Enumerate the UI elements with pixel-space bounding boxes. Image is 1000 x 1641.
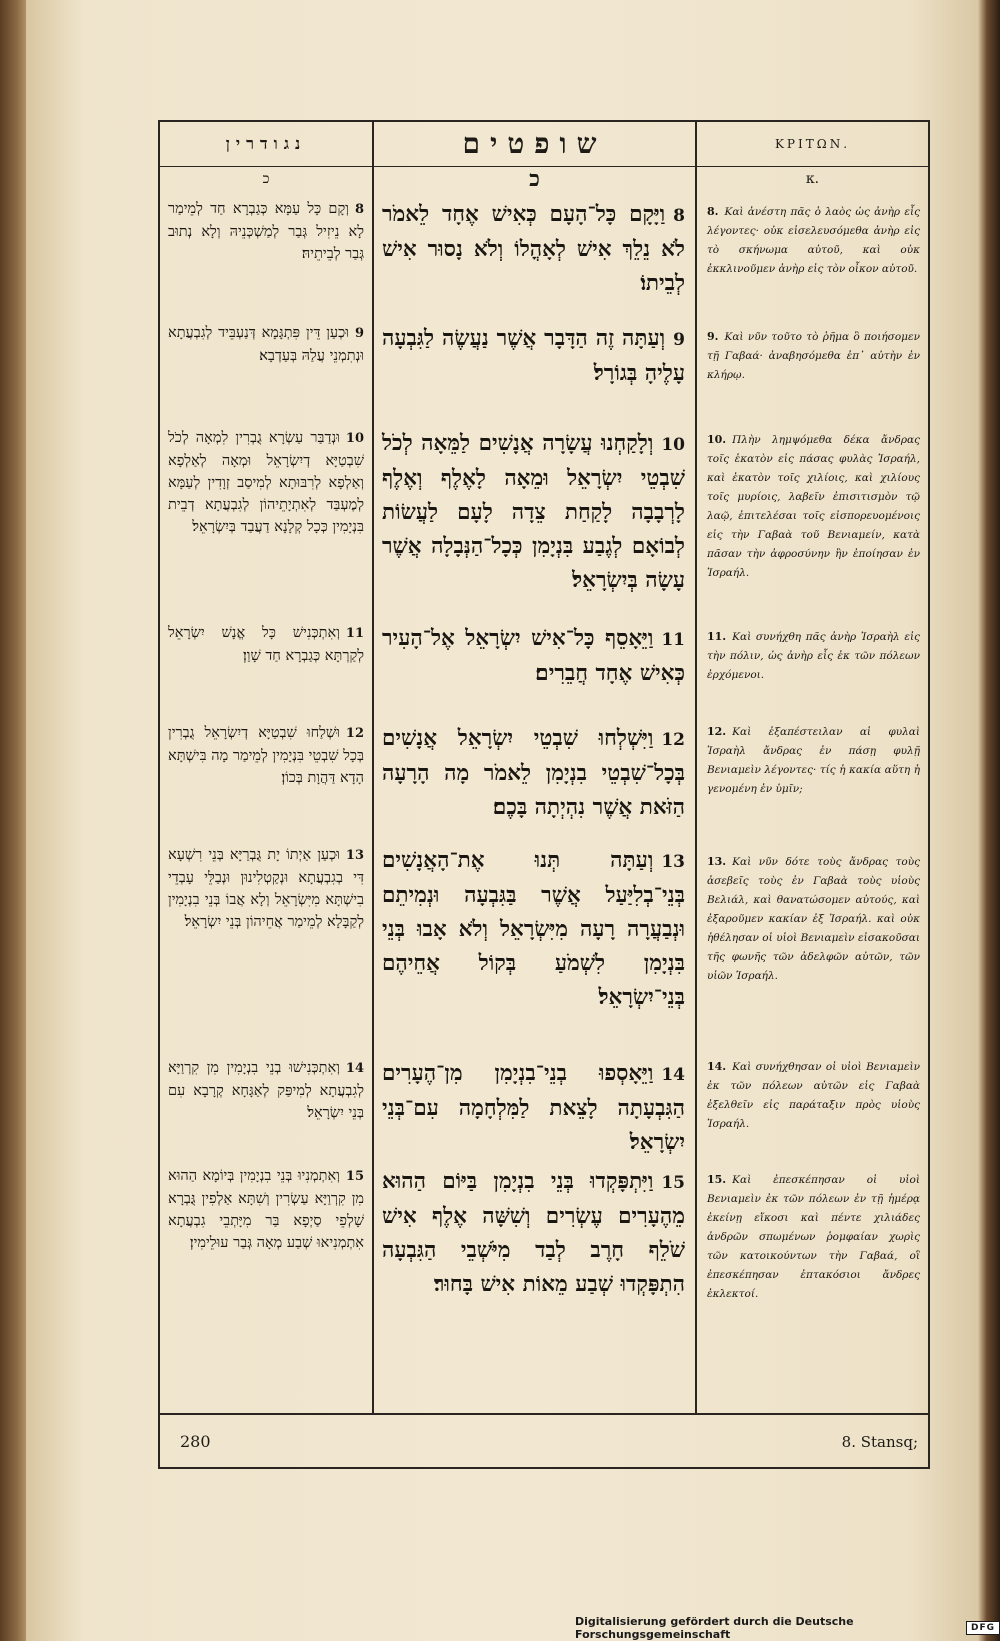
- greek-verse: [707, 202, 920, 279]
- verse-number: 12: [661, 730, 685, 750]
- verse-text: וַיִּשְׁלְחוּ שִׁבְטֵי יִשְׂרָאֵל אֲנָשִׁים בְּכָל־שִׁבְטֵי בִנְיָמִן לֵאמֹר מָה הָרָעָה הַזֹּאת אֲשֶׁר נִהְיְתָה בָּכֶם׃: [382, 726, 685, 820]
- targum-verse: [168, 722, 364, 789]
- verse-number: 9: [673, 330, 685, 350]
- greek-verse: [707, 1057, 920, 1134]
- greek-verse: [707, 722, 920, 799]
- verse-number: 11.: [707, 630, 727, 643]
- greek-verse: [707, 1170, 920, 1304]
- verse-text: Πλὴν λημψόμεθα δέκα ἄνδρας τοῖς ἑκατὸν εἰς πάσας φυλὰς Ἰσραήλ, καὶ ἑκατὸν τοῖς χιλίοις, καὶ χιλίους τοῖς μυρίοις, λαβεῖν ἐπισιτισμὸν τῷ λαῷ, ἐπιτελέσαι τοῖς εἰσπορευομένοις εἰς τὴν Γαβαὰ τοῦ Βενιαμείν, κατὰ πᾶσαν τὴν ἀφροσύνην ἣν ἐποίησαν ἐν Ἰσραήλ.: [707, 434, 920, 579]
- verse-text: Καὶ ἀνέστη πᾶς ὁ λαὸς ὡς ἀνὴρ εἷς λέγοντες· οὐκ εἰσελευσόμεθα ἀνὴρ εἰς τὸ σκήνωμα αὐτοῦ, καὶ οὐκ ἐκκλινοῦμεν ἀνὴρ εἰς τὸν οἶκον αὐτοῦ.: [707, 206, 920, 275]
- greek-chapter-number: κ.: [805, 171, 820, 187]
- verse-number: 13: [661, 852, 685, 872]
- verse-number: 15: [661, 1173, 685, 1193]
- verse-text: Καὶ συνήχθη πᾶς ἀνὴρ Ἰσραὴλ εἰς τὴν πόλιν, ὡς ἀνὴρ εἷς ἐκ τῶν πόλεων ἐρχόμενοι.: [707, 631, 920, 681]
- book-binding-right: [978, 0, 1000, 1641]
- hebrew-verse: [382, 322, 685, 391]
- hebrew-verse: [382, 198, 685, 301]
- targum-verse: [168, 1165, 364, 1254]
- verse-number: 8.: [707, 205, 719, 218]
- verse-text: וַיֵּאָסְפוּ בְנֵי־בִנְיָמִן מִן־הֶעָרִים הַגִּבְעָתָה לָצֵאת לַמִּלְחָמָה עִם־בְּנֵי יִשְׂרָאֵל׃: [382, 1061, 685, 1155]
- verse-number: 11: [661, 630, 685, 650]
- verse-text: וְאִתְכְּנִישׁוּ בְנֵי בִנְיָמִין מִן קִרְוַיָּא לְגִבְעֲתָא לְמִיפַּק לְאַגָּחָא קְרָבָא עִם בְּנֵי יִשְׂרָאֵל׃: [168, 1060, 364, 1121]
- page-number: 280: [180, 1432, 211, 1451]
- verse-number: 12: [345, 726, 364, 741]
- targum-verse: [168, 198, 364, 265]
- hebrew-verse: [382, 844, 685, 1015]
- verse-number: 10: [661, 435, 685, 455]
- verse-number: 13: [345, 848, 364, 863]
- verse-text: וְעַתָּה זֶה הַדָּבָר אֲשֶׁר נַעֲשֶׂה לַגִּבְעָה עָלֶיהָ בְּגוֹרָל׃: [382, 326, 685, 386]
- targum-verse: [168, 1057, 364, 1124]
- verse-number: 14: [661, 1065, 685, 1085]
- greek-verse: [707, 430, 920, 583]
- verse-number: 15.: [707, 1173, 727, 1186]
- book-binding-left: [0, 0, 28, 1641]
- verse-text: וְאִתְמְנִיוּ בְּנֵי בִנְיָמִין בְּיוֹמָא הַהוּא מִן קִרְוַיָּא עַשְׂרִין וְשִׁתָּא אַלְפִין גֻּבְרָא שָׁלְפֵי סַיְפָא בַּר מִיָּתְבֵי גִבְעֲתָא אִתְמְנִיאוּ שְׁבַע מְאָה גְּבַר עוּלֵימִין׃: [168, 1168, 364, 1251]
- verse-text: וְאִתְכְּנִישׁ כָּל אֱנָשׁ יִשְׂרָאֵל לְקַרְתָּא כְּגַבְרָא חַד שָׁוַן׃: [168, 625, 364, 664]
- footer-rule: [160, 1413, 928, 1415]
- verse-text: Καὶ νῦν δότε τοὺς ἄνδρας τοὺς ἀσεβεῖς τοὺς ἐν Γαβαὰ τοὺς υἱοὺς Βελιάλ, καὶ θανατώσομεν αὐτούς, καὶ ἐξαροῦμεν κακίαν ἐξ Ἰσραήλ. καὶ οὐκ ἠθέλησαν οἱ υἱοὶ Βενιαμεὶν εἰσακοῦσαι τῆς φωνῆς τῶν ἀδελφῶν αὐτῶν, τῶν υἱῶν Ἰσραήλ.: [707, 856, 920, 982]
- verse-number: 12.: [707, 725, 727, 738]
- verse-number: 8: [354, 202, 364, 217]
- hebrew-verse: [382, 1165, 685, 1302]
- hebrew-verse: [382, 622, 685, 691]
- catchword: 8. Stansq;: [841, 1433, 918, 1451]
- column-rule-right: [695, 122, 697, 1415]
- greek-verse: [707, 327, 920, 385]
- verse-number: 10.: [707, 433, 727, 446]
- targum-column: [160, 122, 372, 1251]
- verse-text: וְלָקַחְנוּ עֲשָׂרָה אֲנָשִׁים לַמֵּאָה לְכֹל שִׁבְטֵי יִשְׂרָאֵל וּמֵאָה לָאֶלֶף וְאֶלֶף לָרְבָבָה לָקַחַת צֵדָה לָעָם לַעֲשׂוֹת לְבוֹאָם לְגֶבַע בִּנְיָמִן כְּכָל־הַנְּבָלָה אֲשֶׁר עָשָׂה בְּיִשְׂרָאֵל׃: [382, 431, 685, 593]
- verse-number: 11: [345, 626, 364, 641]
- verse-text: וְעַתָּה תְּנוּ אֶת־הָאֲנָשִׁים בְּנֵי־בְלִיַּעַל אֲשֶׁר בַּגִּבְעָה וּנְמִיתֵם וּנְבַעֲרָה רָעָה מִיִּשְׂרָאֵל וְלֹא אָבוּ בְּנֵי בִּנְיָמִן לִשְׁמֹעַ בְּקוֹל אֲחֵיהֶם בְּנֵי־יִשְׂרָאֵל׃: [382, 848, 685, 1010]
- hebrew-chapter-number: כ: [529, 166, 540, 192]
- book-page: [26, 0, 984, 1641]
- column-rule-left: [372, 122, 374, 1415]
- greek-verse: [707, 627, 920, 685]
- verse-text: וַיִּתְפָּקְדוּ בְּנֵי בִנְיָמִן בַּיּוֹם הַהוּא מֵהֶעָרִים עֶשְׂרִים וְשִׁשָּׁה אֶלֶף אִישׁ שֹׁלֵף חָרֶב לְבַד מִיֹּשְׁבֵי הַגִּבְעָה הִתְפָּקְדוּ שְׁבַע מֵאוֹת אִישׁ בָּחוּר׃: [382, 1169, 685, 1297]
- verse-text: וַיֵּאָסֵף כָּל־אִישׁ יִשְׂרָאֵל אֶל־הָעִיר כְּאִישׁ אֶחָד חֲבֵרִים׃: [382, 626, 685, 686]
- hebrew-verse: [382, 427, 685, 598]
- verse-number: 9.: [707, 330, 719, 343]
- hebrew-verse: [382, 1057, 685, 1160]
- targum-verse: [168, 844, 364, 933]
- verse-text: Καὶ νῦν τοῦτο τὸ ῥῆμα ὃ ποιήσομεν τῇ Γαβαά· ἀναβησόμεθα ἐπ᾽ αὐτὴν ἐν κλήρῳ.: [707, 331, 920, 381]
- dfg-logo-icon: DFG: [966, 1621, 1000, 1635]
- verse-number: 14: [345, 1061, 364, 1076]
- greek-column: [697, 122, 928, 1300]
- digitization-banner: [575, 1615, 1000, 1641]
- verse-text: וּנְדַבַּר עַשְׂרָא גֻבְרִין לִמְאָה לְכֹל שִׁבְטַיָּא דְיִשְׂרָאֵל וּמְאָה לְאַלְפָא וְאַלְפָא לְרִבּוּתָא לְמִיסַב זְוָדִין לְעַמָּא לְמֶעְבַּד לְאִתְיָתֵיהוֹן לְגִבְעֲתָא דְבֵית בִּנְיָמִין כְּכָל קְלָנָא דַעֲבַד בְּיִשְׂרָאֵל׃: [168, 430, 364, 535]
- verse-text: Καὶ ἐπεσκέπησαν οἱ υἱοὶ Βενιαμεὶν ἐκ τῶν πόλεων ἐν τῇ ἡμέρᾳ ἐκείνῃ εἴκοσι καὶ πέντε χιλιάδες ἀνδρῶν σπωμένων ῥομφαίαν χωρὶς τῶν κατοικούντων τὴν Γαβαά, οἳ ἐπεσκέπησαν ἑπτακόσιοι ἄνδρες ἐκλεκτοί.: [707, 1174, 920, 1300]
- targum-title: נגודרין: [225, 134, 307, 153]
- verse-text: וּשְׁלַחוּ שִׁבְטַיָּא דְיִשְׂרָאֵל גֻבְרִין בְּכָל שִׁבְטֵי בִּנְיָמִין לְמֵימַר מָה בִּישְׁתָּא הָדָא דַּהֲוָת בְּכוֹן׃: [168, 725, 364, 786]
- verse-text: וַיָּקָם כָּל־הָעָם כְּאִישׁ אֶחָד לֵאמֹר לֹא נֵלֵךְ אִישׁ לְאָהֳלוֹ וְלֹא נָסוּר אִישׁ לְבֵיתוֹ׃: [382, 202, 685, 296]
- targum-verse: [168, 427, 364, 538]
- hebrew-column: [374, 122, 695, 1297]
- greek-title: ΚΡΙΤΩΝ.: [774, 137, 851, 151]
- verse-number: 15: [345, 1169, 364, 1184]
- banner-text: Digitalisierung gefördert durch die Deutsche Forschungsgemeinschaft: [575, 1615, 854, 1641]
- verse-text: וּכְעַן אַיְתוֹ יָת גֻּבְרַיָּא בְּנֵי רִשְׁעָא דִּי בְגִבְעֲתָא וּנְקַטְלִינוּן וּנְבַלֵּי עָבְדֵי בִישְׁתָּא מִיִּשְׂרָאֵל וְלָא אֲבוֹ בְּנֵי בִנְיָמִין לְקַבָּלָא לְמֵימַר אֲחֵיהוֹן בְּנֵי יִשְׂרָאֵל׃: [168, 847, 364, 930]
- hebrew-title: שופטים: [462, 127, 607, 160]
- targum-verse: [168, 622, 364, 667]
- verse-text: Καὶ ἐξαπέστειλαν αἱ φυλαὶ Ἰσραὴλ ἄνδρας ἐν πάσῃ φυλῇ Βενιαμεὶν λέγοντες· τίς ἡ κακία αὕτη ἡ γενομένη ἐν ὑμῖν;: [707, 726, 920, 795]
- verse-text: וּכְעַן דֵּין פִּתְגָּמָא דְּנַעְבֵּיד לְגִבְעֲתָא וּנְתִמְנֵי עֲלַהּ בְּעַדְבָא׃: [168, 325, 364, 364]
- targum-chapter-number: כ: [262, 171, 270, 187]
- verse-number: 9: [354, 326, 364, 341]
- verse-text: וְקָם כָּל עַמָּא כְּגַבְרָא חַד לְמֵימַר לָא נֵיזִיל גְּבַר לְמַשְׁכְּנֵיהּ וְלָא נְתוּב גְּבַר לְבֵיתֵיהּ׃: [168, 201, 364, 262]
- page-frame: [158, 120, 930, 1469]
- greek-verse: [707, 852, 920, 986]
- verse-number: 13.: [707, 855, 727, 868]
- verse-number: 10: [345, 431, 364, 446]
- verse-number: 14.: [707, 1060, 727, 1073]
- verse-text: Καὶ συνήχθησαν οἱ υἱοὶ Βενιαμεὶν ἐκ τῶν πόλεων αὐτῶν εἰς Γαβαὰ ἐξελθεῖν εἰς παράταξιν πρὸς υἱοὺς Ἰσραήλ.: [707, 1061, 920, 1130]
- targum-verse: [168, 322, 364, 367]
- hebrew-verse: [382, 722, 685, 825]
- verse-number: 8: [673, 206, 685, 226]
